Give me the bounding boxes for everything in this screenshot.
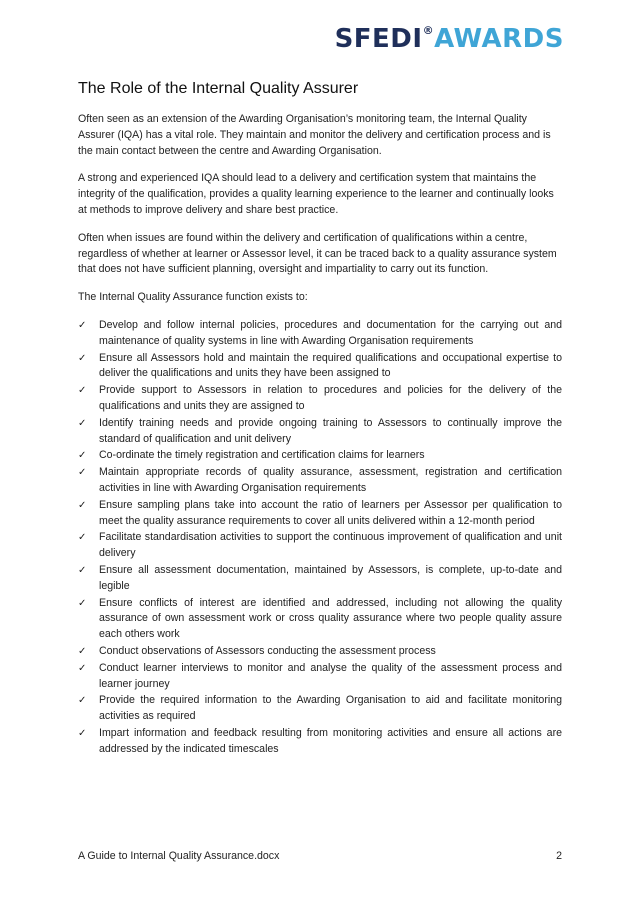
checklist-item-text: Ensure all assessment documentation, maintained by Assessors, is complete, up-to-date and legible xyxy=(99,563,562,592)
checkmark-icon: ✓ xyxy=(78,467,87,479)
sfedi-awards-logo xyxy=(335,24,564,54)
footer-page-number: 2 xyxy=(556,850,562,862)
function-checklist xyxy=(78,318,562,758)
page-footer xyxy=(78,850,562,862)
paragraph-intro: Often seen as an extension of the Awarding Organisation’s monitoring team, the Internal Quality Assurer (IQA) has a vital role. They maintain and monitor the delivery and certification process and is the main contact between the centre and Awarding Organisation. xyxy=(78,113,551,157)
checkmark-icon: ✓ xyxy=(78,352,87,364)
checkmark-icon: ✓ xyxy=(78,499,87,511)
checklist-item-text: Ensure all Assessors hold and maintain the required qualifications and occupational expertise to deliver the qualifications and units they have been assigned to xyxy=(99,351,562,380)
checklist-item-text: Co-ordinate the timely registration and certification claims for learners xyxy=(99,449,425,462)
document-body xyxy=(78,80,562,758)
checklist-item xyxy=(78,644,562,660)
checklist-item xyxy=(78,448,562,464)
logo-sfedi-text: SFEDI xyxy=(334,24,423,54)
checkmark-icon: ✓ xyxy=(78,385,87,397)
checklist-item xyxy=(78,693,562,725)
page-heading: The Role of the Internal Quality Assurer xyxy=(78,80,359,97)
checklist-item-text: Impart information and feedback resulting from monitoring activities and ensure all actions are addressed by the indicated timescales xyxy=(99,726,562,755)
checklist-item xyxy=(78,383,562,415)
logo-registered-mark: ® xyxy=(422,24,435,37)
checklist-item xyxy=(78,563,562,595)
checklist-item-text: Conduct observations of Assessors conducting the assessment process xyxy=(99,644,436,657)
checkmark-icon: ✓ xyxy=(78,319,87,331)
checklist-item-text: Ensure sampling plans take into account the ratio of learners per Assessor per qualification to meet the quality assurance requirements to cover all units delivered within a 12-month period xyxy=(99,498,562,527)
checkmark-icon: ✓ xyxy=(78,450,87,462)
checklist-item xyxy=(78,351,562,383)
checkmark-icon: ✓ xyxy=(78,597,87,609)
checklist-item xyxy=(78,318,562,350)
checklist-item xyxy=(78,530,562,562)
checkmark-icon: ✓ xyxy=(78,662,87,674)
checkmark-icon: ✓ xyxy=(78,695,87,707)
checkmark-icon: ✓ xyxy=(78,532,87,544)
checklist-item xyxy=(78,465,562,497)
checkmark-icon: ✓ xyxy=(78,727,87,739)
checklist-item-text: Identify training needs and provide ongoing training to Assessors to continually improve the standard of qualification and unit delivery xyxy=(99,416,562,445)
paragraph-function-lead: The Internal Quality Assurance function exists to: xyxy=(78,291,308,304)
checklist-item-text: Provide support to Assessors in relation to procedures and policies for the delivery of the qualifications and units they are assigned to xyxy=(99,384,562,412)
logo-awards-text: AWARDS xyxy=(434,24,564,54)
checklist-item xyxy=(78,498,562,530)
paragraph-strong-iqa: A strong and experienced IQA should lead to a delivery and certification system that maintains the integrity of the qualification, provides a quality learning experience to the learner and continually looks at methods to improve delivery and share best practice. xyxy=(78,172,554,216)
checklist-item-text: Develop and follow internal policies, procedures and documentation for the carrying out and maintenance of quality systems in line with Awarding Organisation requirements xyxy=(99,318,562,347)
checklist-item xyxy=(78,661,562,693)
checklist-item-text: Provide the required information to the Awarding Organisation to aid and facilitate monitoring activities as required xyxy=(99,694,562,723)
checklist-item xyxy=(78,416,562,448)
checklist-item xyxy=(78,596,562,643)
checklist-item-text: Facilitate standardisation activities to support the continuous improvement of qualification and unit delivery xyxy=(99,531,562,560)
checklist-item-text: Conduct learner interviews to monitor and analyse the quality of the assessment process and learner journey xyxy=(99,661,562,690)
paragraph-issues: Often when issues are found within the delivery and certification of qualifications within a centre, regardless of whether at learner or Assessor level, it can be traced back to a quality assurance system that does not have sufficient planning, oversight and impartiality to carry out its function. xyxy=(78,231,557,276)
checkmark-icon: ✓ xyxy=(78,564,87,576)
checkmark-icon: ✓ xyxy=(78,645,87,657)
checkmark-icon: ✓ xyxy=(78,417,87,429)
checklist-item-text: Maintain appropriate records of quality assurance, assessment, registration and certification activities in line with Awarding Organisation requirements xyxy=(99,466,562,494)
footer-filename: A Guide to Internal Quality Assurance.docx xyxy=(78,850,280,862)
checklist-item-text: Ensure conflicts of interest are identified and addressed, including not allowing the quality assurance of own assessment work or cross quality assurance where two people quality assure each others work xyxy=(99,596,562,641)
checklist-item xyxy=(78,726,562,758)
